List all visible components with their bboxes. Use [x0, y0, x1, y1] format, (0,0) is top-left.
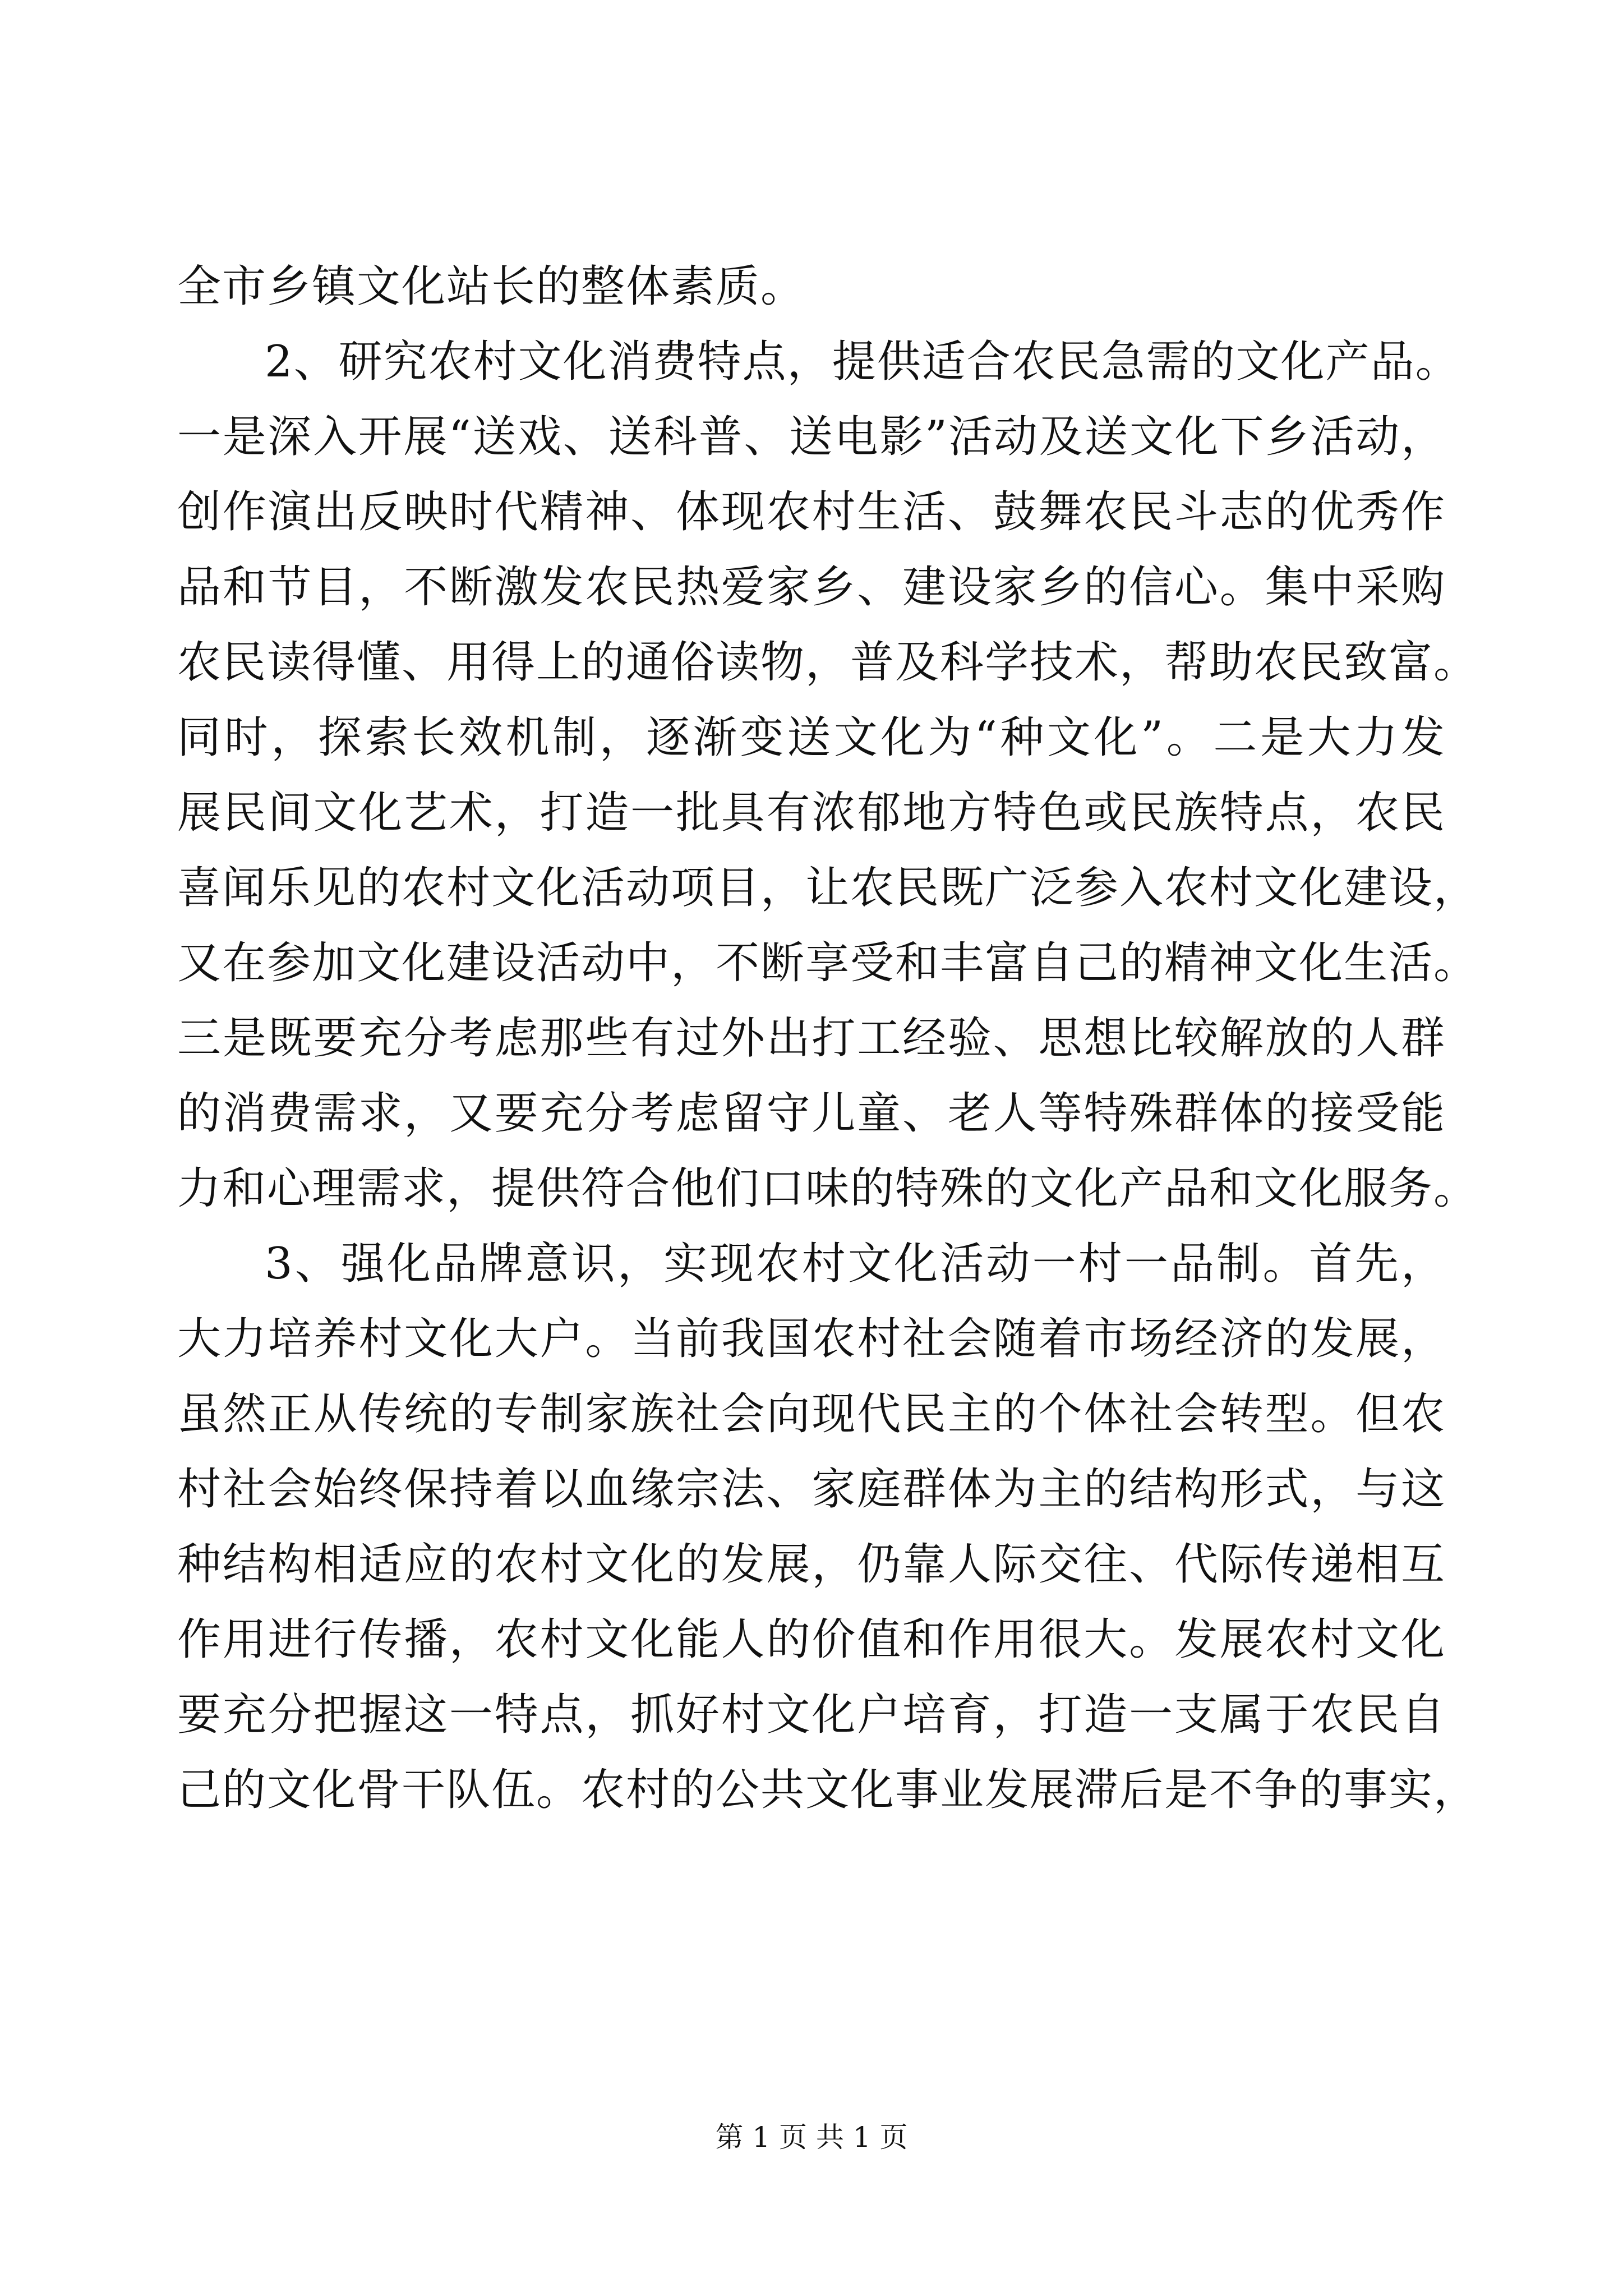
- text-line: 农民读得懂、用得上的通俗读物，普及科学技术，帮助农民致富。: [177, 637, 1479, 688]
- text-line: 展民间文化艺术，打造一批具有浓郁地方特色或民族特点，农民: [177, 788, 1446, 838]
- text-line: 村社会始终保持着以血缘宗法、家庭群体为主的结构形式，与这: [177, 1464, 1446, 1515]
- page-footer: 第 1 页 共 1 页: [715, 2121, 908, 2154]
- text-line: 大力培养村文化大户。当前我国农村社会随着市场经济的发展，: [177, 1314, 1446, 1364]
- document-body: [177, 249, 1479, 1828]
- text-line: 三是既要充分考虑那些有过外出打工经验、思想比较解放的人群: [177, 1013, 1446, 1064]
- text-line: 全市乡镇文化站长的整体素质。: [177, 261, 806, 312]
- text-line: 一是深入开展“送戏、送科普、送电影”活动及送文化下乡活动，: [177, 412, 1446, 462]
- text-line: 的消费需求，又要充分考虑留守儿童、老人等特殊群体的接受能: [177, 1088, 1446, 1139]
- text-line: 品和节目，不断激发农民热爱家乡、建设家乡的信心。集中采购: [177, 562, 1446, 613]
- text-line: 又在参加文化建设活动中，不断享受和丰富自己的精神文化生活。: [177, 938, 1479, 988]
- text-line: 3、强化品牌意识，实现农村文化活动一村一品制。首先，: [265, 1239, 1446, 1289]
- text-line: 同时，探索长效机制，逐渐变送文化为“种文化”。二是大力发: [177, 712, 1446, 763]
- text-line: 要充分把握这一特点，抓好村文化户培育，打造一支属于农民自: [177, 1690, 1446, 1740]
- text-line: 虽然正从传统的专制家族社会向现代民主的个体社会转型。但农: [177, 1389, 1446, 1439]
- text-line: 2、研究农村文化消费特点，提供适合农民急需的文化产品。: [265, 337, 1460, 387]
- text-line: 作用进行传播，农村文化能人的价值和作用很大。发展农村文化: [177, 1614, 1446, 1665]
- text-line: 种结构相适应的农村文化的发展，仍靠人际交往、代际传递相互: [177, 1539, 1446, 1590]
- text-line: 力和心理需求，提供符合他们口味的特殊的文化产品和文化服务。: [177, 1163, 1479, 1214]
- text-line: 创作演出反映时代精神、体现农村生活、鼓舞农民斗志的优秀作: [177, 487, 1446, 537]
- text-line: 喜闻乐见的农村文化活动项目，让农民既广泛参入农村文化建设，: [177, 863, 1479, 913]
- text-line: 己的文化骨干队伍。农村的公共文化事业发展滞后是不争的事实，: [177, 1765, 1479, 1815]
